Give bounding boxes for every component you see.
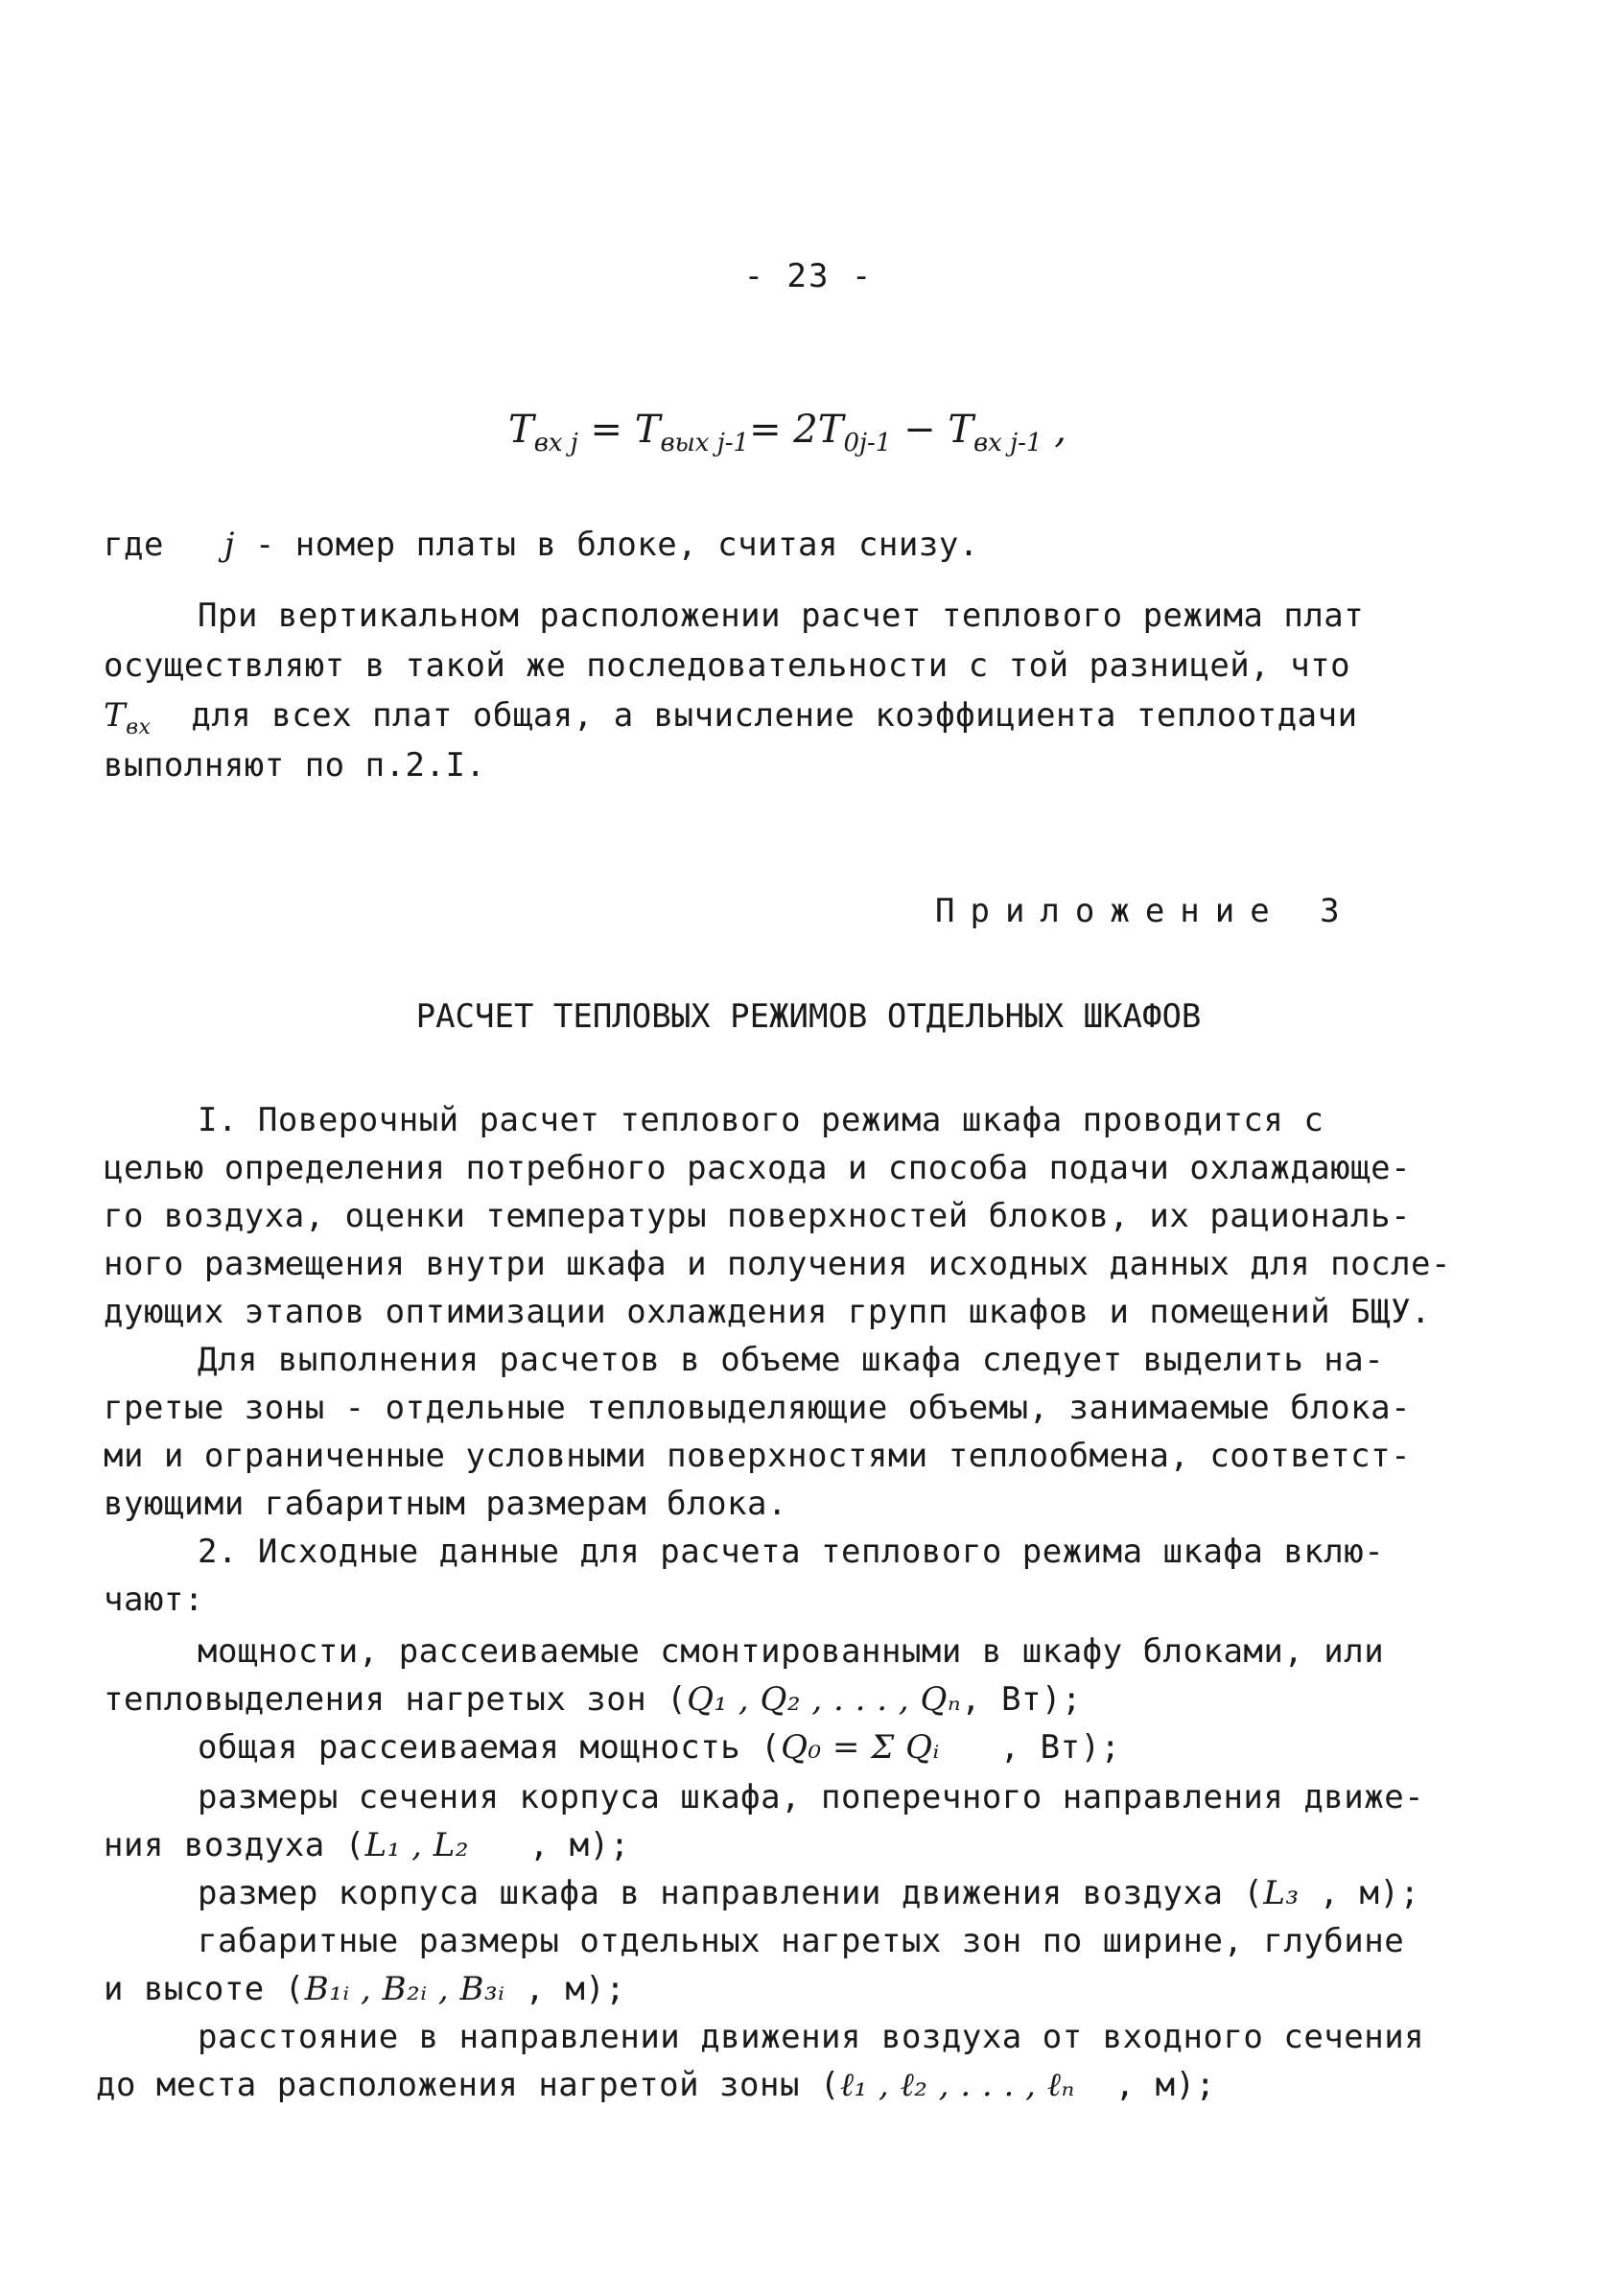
list-item: до места расположения нагретой зоны (ℓ₁ , ℓ₂ , . . . , ℓₙ , м); (96, 2066, 1216, 2104)
paragraph-line: гретые зоны - отдельные тепловыделяющие объемы, занимаемые блока- (104, 1389, 1412, 1427)
paragraph-line: Для выполнения расчетов в объеме шкафа следует выделить на- (198, 1341, 1385, 1379)
paragraph-line: При вертикальном расположении расчет теплового режима плат (198, 597, 1365, 635)
paragraph-line: 2. Исходные данные для расчета теплового режима шкафа вклю- (198, 1533, 1385, 1571)
list-item: расстояние в направлении движения воздуха от входного сечения (198, 2018, 1425, 2056)
list-item: мощности, рассеиваемые смонтированными в шкафу блоками, или (198, 1632, 1385, 1671)
paragraph-line: дующих этапов оптимизации охлаждения групп шкафов и помещений БЩУ. (104, 1293, 1432, 1331)
paragraph-line: вующими габаритным размерам блока. (104, 1485, 787, 1523)
section-title: РАСЧЕТ ТЕПЛОВЫХ РЕЖИМОВ ОТДЕЛЬНЫХ ШКАФОВ (415, 997, 1202, 1036)
paragraph-line: го воздуха, оценки температуры поверхностей блоков, их рациональ- (104, 1197, 1412, 1235)
formula-term-t-in: T (508, 408, 534, 452)
formula-inlet-temperature: $T_{вх j} = T_{вых j-1}= 2T_{0j-1} - T_{вх j-1}$ , (508, 408, 1066, 457)
paragraph-line: осуществляют в такой же последовательности с той разницей, что (104, 646, 1351, 685)
list-item: тепловыделения нагретых зон (Q₁ , Q₂ , . . . , Qₙ, Вт); (104, 1680, 1082, 1719)
paragraph-line: ми и ограниченные условными поверхностями теплообмена, соответст- (104, 1437, 1412, 1475)
list-item: размер корпуса шкафа в направлении движения воздуха (L₃ , м); (198, 1874, 1420, 1912)
list-item: общая рассеиваемая мощность (Q₀ = Σ Qᵢ , Вт); (198, 1728, 1121, 1767)
paragraph-line: целью определения потребного расхода и способа подачи охлаждающе- (104, 1149, 1412, 1187)
paragraph-line: I. Поверочный расчет теплового режима шкафа проводится с (198, 1101, 1324, 1139)
paragraph-line: $T_{вх}$ для всех плат общая, а вычисление коэффициента теплоотдачи (104, 696, 1358, 739)
paragraph-line: чают: (104, 1581, 204, 1619)
list-item: габаритные размеры отдельных нагретых зон по ширине, глубине (198, 1922, 1405, 1960)
where-line: где j - номер платы в блоке, считая снизу. (104, 526, 979, 564)
paragraph-line: выполняют по п.2.I. (104, 746, 486, 785)
page-number: - 23 - (743, 257, 874, 295)
list-item: и высоте (B₁ᵢ , B₂ᵢ , B₃ᵢ , м); (104, 1970, 626, 2008)
list-item: ния воздуха (L₁ , L₂ , м); (104, 1826, 630, 1864)
paragraph-line: ного размещения внутри шкафа и получения исходных данных для после- (104, 1245, 1451, 1283)
appendix-label: Приложение 3 (935, 892, 1355, 930)
list-item: размеры сечения корпуса шкафа, поперечного направления движе- (198, 1778, 1425, 1816)
